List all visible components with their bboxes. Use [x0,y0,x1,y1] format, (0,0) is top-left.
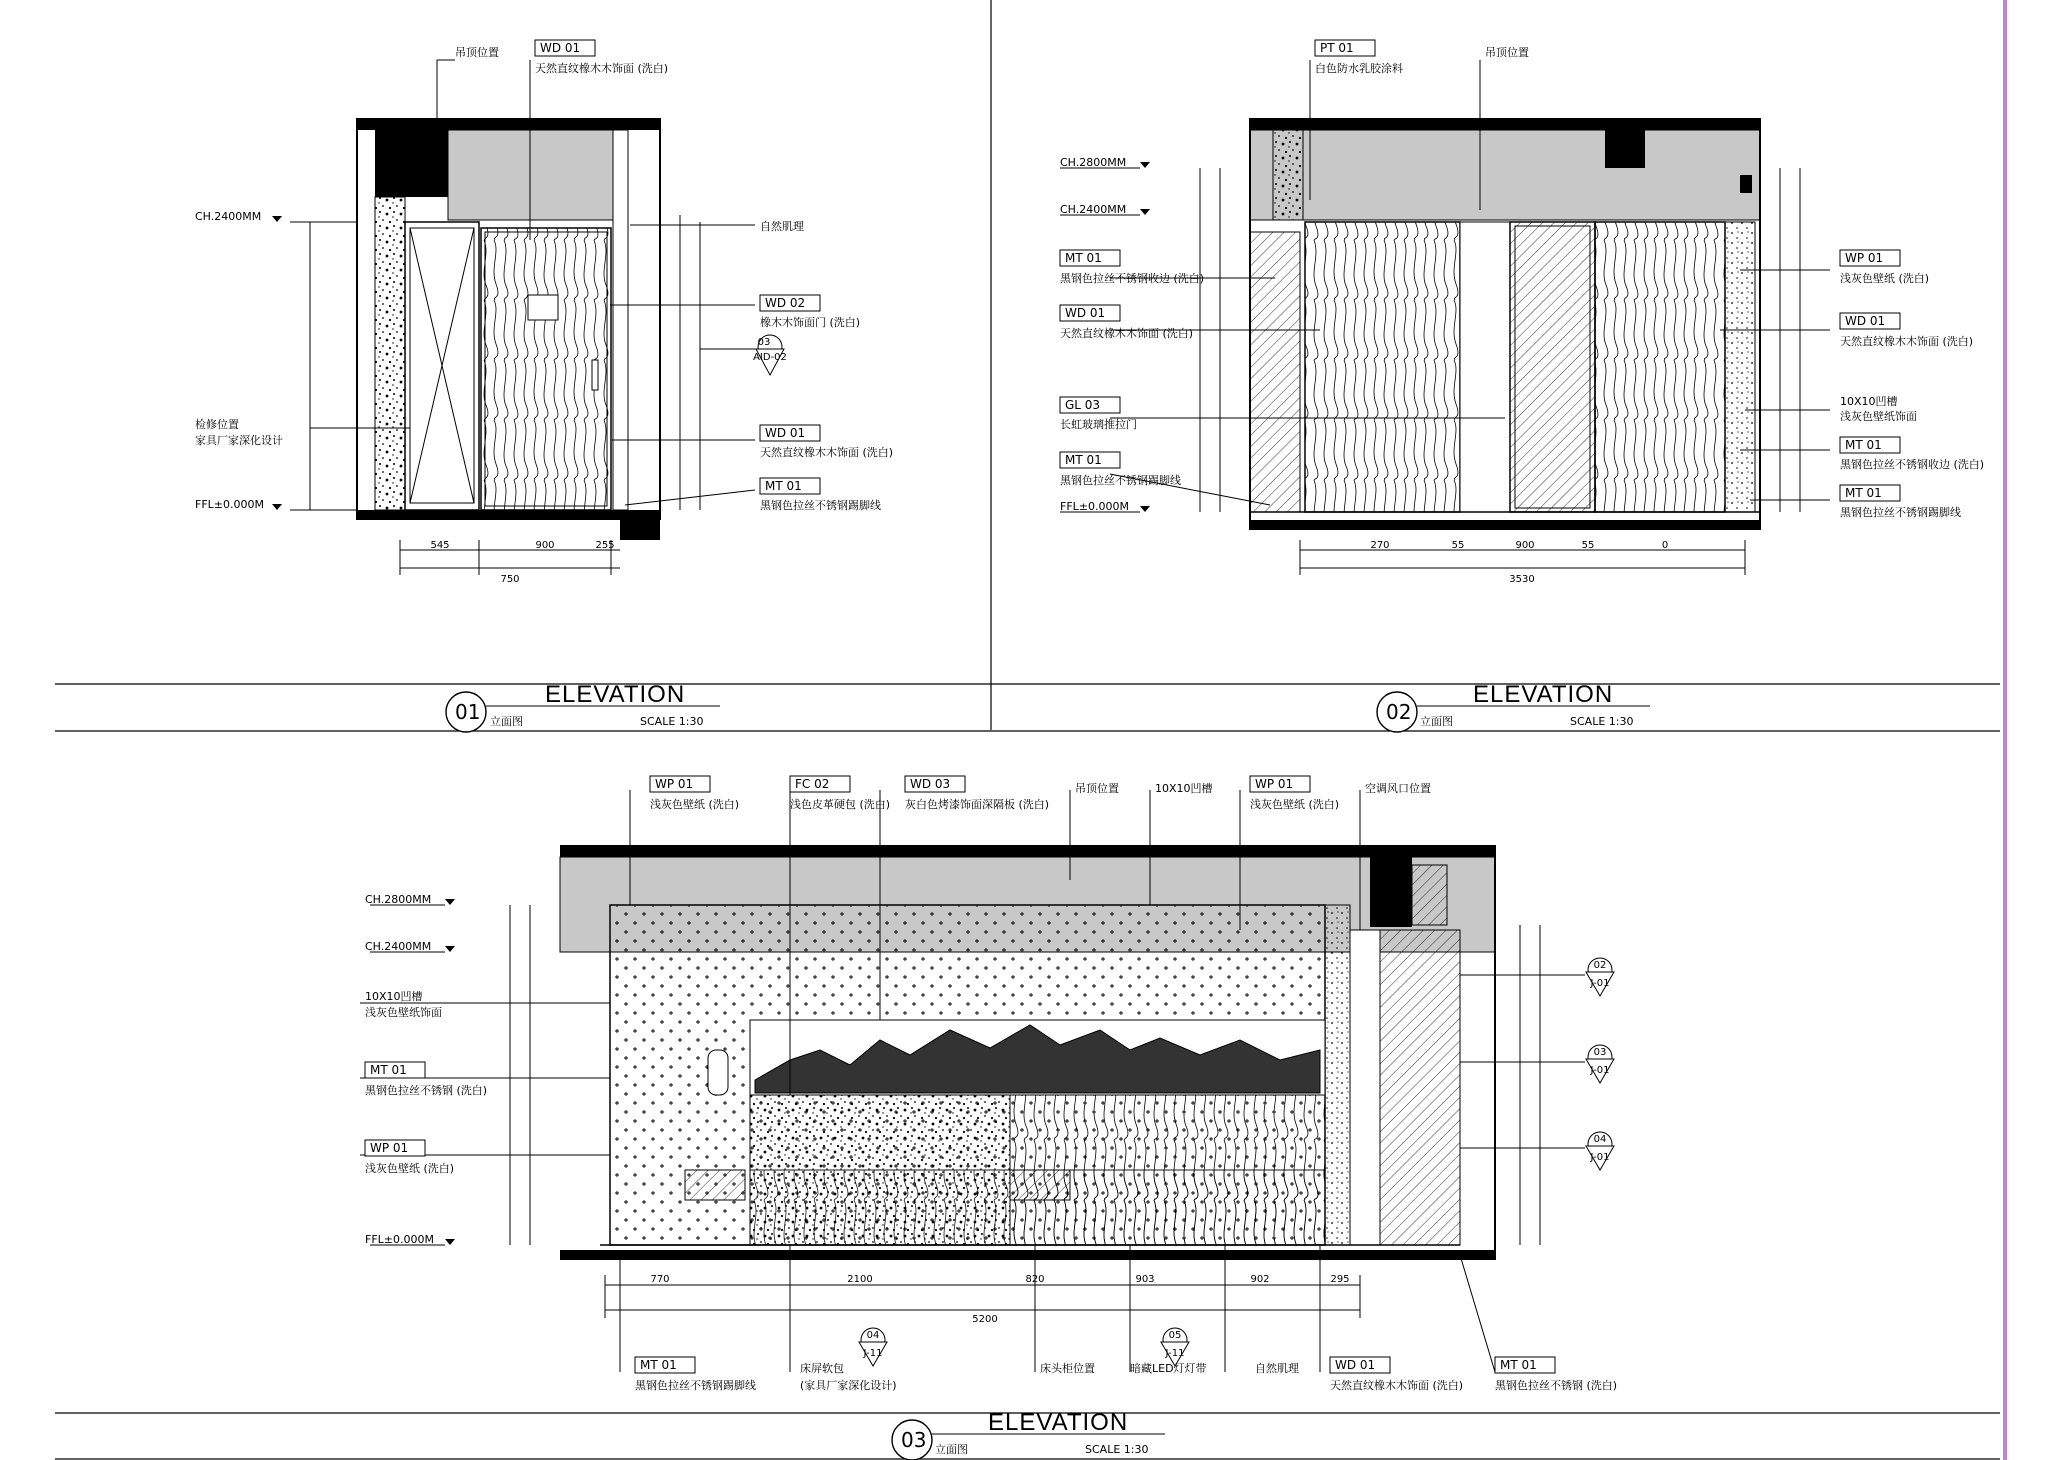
callout-01-3: 橡木木饰面门 (洗白) [760,316,861,329]
code-01-3: WD 02 [765,296,806,310]
level-02-ch28: CH.2800MM [1060,156,1127,169]
callout-01-1: 天然直纹橡木木饰面 (洗白) [535,62,669,75]
code-03-t5: WP 01 [1255,777,1294,791]
section-03-2-top: 02 [1593,960,1607,971]
code-03-b7: MT 01 [1500,1358,1537,1372]
callout-03-b5: 自然肌理 [1255,1362,1299,1375]
callout-02-r1: 天然直纹橡木木饰面 (洗白) [1840,335,1974,348]
callout-02-l2: 长虹玻璃推拉门 [1060,418,1137,431]
title-03: ELEVATION [988,1409,1129,1436]
section-01-top: 03 [757,337,771,348]
section-03-3-top: 03 [1593,1047,1607,1058]
callout-02-l3: 黑钢色拉丝不锈钢踢脚线 [1060,474,1181,487]
note-03-2: 黑钢色拉丝不锈钢 (洗白) [365,1084,488,1097]
callout-03-b3: 床头柜位置 [1040,1362,1095,1375]
level-01-ch: CH.2400MM [195,210,262,223]
callout-03-t6: 空调风口位置 [1365,782,1431,795]
callout-03-t3: 吊顶位置 [1075,782,1119,795]
subtitle-03: 立面图 [935,1443,968,1456]
callout-03-t5: 浅灰色壁纸 (洗白) [1250,798,1340,811]
callout-02-r3: 浅灰色壁纸饰面 [1840,410,1917,423]
dim-02-0: 270 [1370,540,1390,551]
level-02-ch24: CH.2400MM [1060,203,1127,216]
callout-02-r2: 10X10凹槽 [1840,395,1898,408]
code-03-b6: WD 01 [1335,1358,1376,1372]
note-03-0: 10X10凹槽 [365,990,423,1003]
code-02-l3: MT 01 [1065,453,1102,467]
callout-01-5: 黑钢色拉丝不锈钢踢脚线 [760,499,881,512]
dim-03-0: 770 [650,1274,670,1285]
section-03-3-bottom: J-01 [1590,1065,1610,1076]
code-02-r5: MT 01 [1845,486,1882,500]
code-03-t1: FC 02 [795,777,830,791]
level-01-ffl: FFL±0.000M [195,498,264,511]
code-02-l1: WD 01 [1065,306,1106,320]
callout-02-r5: 黑钢色拉丝不锈钢踢脚线 [1840,506,1961,519]
callout-02-top-0: 白色防水乳胶涂料 [1315,62,1403,75]
elevation-03 [360,790,1614,1372]
subtitle-01: 立面图 [490,715,523,728]
code-03-t0: WP 01 [655,777,694,791]
dim-02-1: 55 [1451,540,1465,551]
callout-03-t2: 灰白色烤漆饰面深隔板 (洗白) [905,798,1050,811]
level-03-ch28: CH.2800MM [365,893,432,906]
scale-02: SCALE 1:30 [1570,715,1634,728]
callout-03-b2: (家具厂家深化设计) [800,1379,897,1392]
code-01-5: MT 01 [765,479,802,493]
section-03-0-top: 04 [866,1330,880,1341]
dim-03-1: 2100 [847,1274,873,1285]
dim-03-5: 295 [1330,1274,1350,1285]
code-01-1: WD 01 [540,41,581,55]
callout-01-0: 吊顶位置 [455,46,499,59]
callout-03-b1: 床屏软包 [800,1362,844,1375]
note-03-3: 浅灰色壁纸 (洗白) [365,1162,455,1175]
dim-01-2: 255 [595,540,615,551]
callout-03-b0: 黑钢色拉丝不锈钢踢脚线 [635,1379,756,1392]
drawing-number-02: 02 [1386,700,1412,724]
callout-01-2: 自然肌理 [760,220,804,233]
code-03-b0: MT 01 [640,1358,677,1372]
section-03-4-top: 04 [1593,1134,1607,1145]
dim-02-2: 900 [1515,540,1535,551]
section-03-4-bottom: J-01 [1590,1152,1610,1163]
note-01-b: 家具厂家深化设计 [195,434,283,447]
code-02-top-0: PT 01 [1320,41,1354,55]
callout-03-t4: 10X10凹槽 [1155,782,1213,795]
code-03-n3: WP 01 [370,1141,409,1155]
dim-03-total: 5200 [972,1314,998,1325]
note-01-a: 检修位置 [195,418,239,431]
callout-03-t0: 浅灰色壁纸 (洗白) [650,798,740,811]
elevation-01 [272,60,784,575]
callout-02-l0: 黑钢色拉丝不锈钢收边 (洗白) [1060,272,1205,285]
callout-03-b7: 黑钢色拉丝不锈钢 (洗白) [1495,1379,1618,1392]
dim-01-0: 545 [430,540,450,551]
code-03-t2: WD 03 [910,777,951,791]
callout-02-r0: 浅灰色壁纸 (洗白) [1840,272,1930,285]
code-02-l2: GL 03 [1065,398,1101,412]
code-01-4: WD 01 [765,426,806,440]
callout-02-r4: 黑钢色拉丝不锈钢收边 (洗白) [1840,458,1985,471]
callout-01-4: 天然直纹橡木木饰面 (洗白) [760,446,894,459]
scale-01: SCALE 1:30 [640,715,704,728]
dim-03-2: 820 [1025,1274,1045,1285]
title-01: ELEVATION [545,681,686,708]
level-03-ffl: FFL±0.000M [365,1233,434,1246]
section-03-1-bottom: J-11 [1165,1348,1185,1359]
callout-02-top-1: 吊顶位置 [1485,46,1529,59]
dim-02-3: 55 [1581,540,1595,551]
section-03-0-bottom: J-11 [863,1348,883,1359]
section-03-2-bottom: J-01 [1590,978,1610,989]
code-02-r0: WP 01 [1845,251,1884,265]
scale-03: SCALE 1:30 [1085,1443,1149,1456]
callout-02-l1: 天然直纹橡木木饰面 (洗白) [1060,327,1194,340]
callout-03-b6: 天然直纹橡木木饰面 (洗白) [1330,1379,1464,1392]
dim-02-total: 3530 [1509,574,1535,585]
callout-03-t1: 浅色皮革硬包 (洗白) [790,798,891,811]
dim-03-3: 903 [1135,1274,1155,1285]
code-02-r4: MT 01 [1845,438,1882,452]
section-03-1-top: 05 [1168,1330,1182,1341]
note-03-1: 浅灰色壁纸饰面 [365,1006,442,1019]
dim-02-4: 0 [1661,540,1669,551]
dim-03-4: 902 [1250,1274,1270,1285]
level-03-ch24: CH.2400MM [365,940,432,953]
title-02: ELEVATION [1473,681,1614,708]
subtitle-02: 立面图 [1420,715,1453,728]
code-03-n2: MT 01 [370,1063,407,1077]
level-02-ffl: FFL±0.000M [1060,500,1129,513]
code-02-l0: MT 01 [1065,251,1102,265]
dim-01-total: 750 [500,574,520,585]
dim-01-1: 900 [535,540,555,551]
section-01-bottom: AID-02 [753,352,787,363]
callout-03-b4: 暗藏LED灯灯带 [1130,1362,1207,1375]
code-02-r1: WD 01 [1845,314,1886,328]
drawing-number-01: 01 [455,700,481,724]
drawing-number-03: 03 [901,1428,927,1452]
elevation-02 [1060,60,1830,575]
